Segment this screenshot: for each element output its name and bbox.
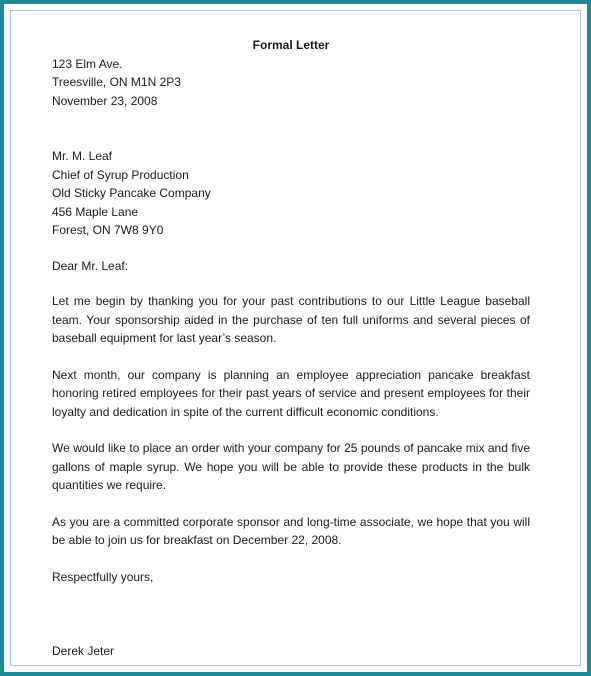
sender-city: Treesville, ON M1N 2P3 <box>52 75 181 89</box>
body-paragraph-1: Let me begin by thanking you for your past contributions to our Little League baseball team. Your sponsorship aided in the purchase of ten full uniforms and several pieces of baseball equipment for last year’s season. <box>52 294 530 345</box>
letter-date: November 23, 2008 <box>52 93 158 108</box>
salutation: Dear Mr. Leaf: <box>52 258 129 273</box>
body-paragraph-3: We would like to place an order with your company for 25 pounds of pancake mix and five gallons of maple syrup. We hope you will be able to provide these products in the bulk quantities we require. <box>52 441 530 492</box>
letter-document <box>52 36 530 661</box>
closing: Respectfully yours, <box>52 569 154 584</box>
recipient-street: 456 Maple Lane <box>52 204 139 219</box>
signature-name: Derek Jeter <box>52 644 115 658</box>
sender-address <box>52 55 530 111</box>
sender-street: 123 Elm Ave. <box>52 56 123 71</box>
recipient-city: Forest, ON 7W8 9Y0 <box>52 223 164 237</box>
recipient-company: Old Sticky Pancake Company <box>52 186 211 200</box>
body-paragraph-4: As you are a committed corporate sponsor and long-time associate, we hope that you will be able to join us for breakfast on December 22, 2008. <box>52 514 530 547</box>
recipient-title: Chief of Syrup Production <box>52 167 189 182</box>
recipient-name: Mr. M. Leaf <box>52 149 113 163</box>
document-title: Formal Letter <box>252 38 330 52</box>
body-paragraph-2: Next month, our company is planning an employee appreciation pancake breakfast honoring retired employees for their past years of service and present employees for their loyalty and dedication in spite of the current difficult economic conditions. <box>52 367 530 419</box>
recipient-address <box>52 147 530 240</box>
